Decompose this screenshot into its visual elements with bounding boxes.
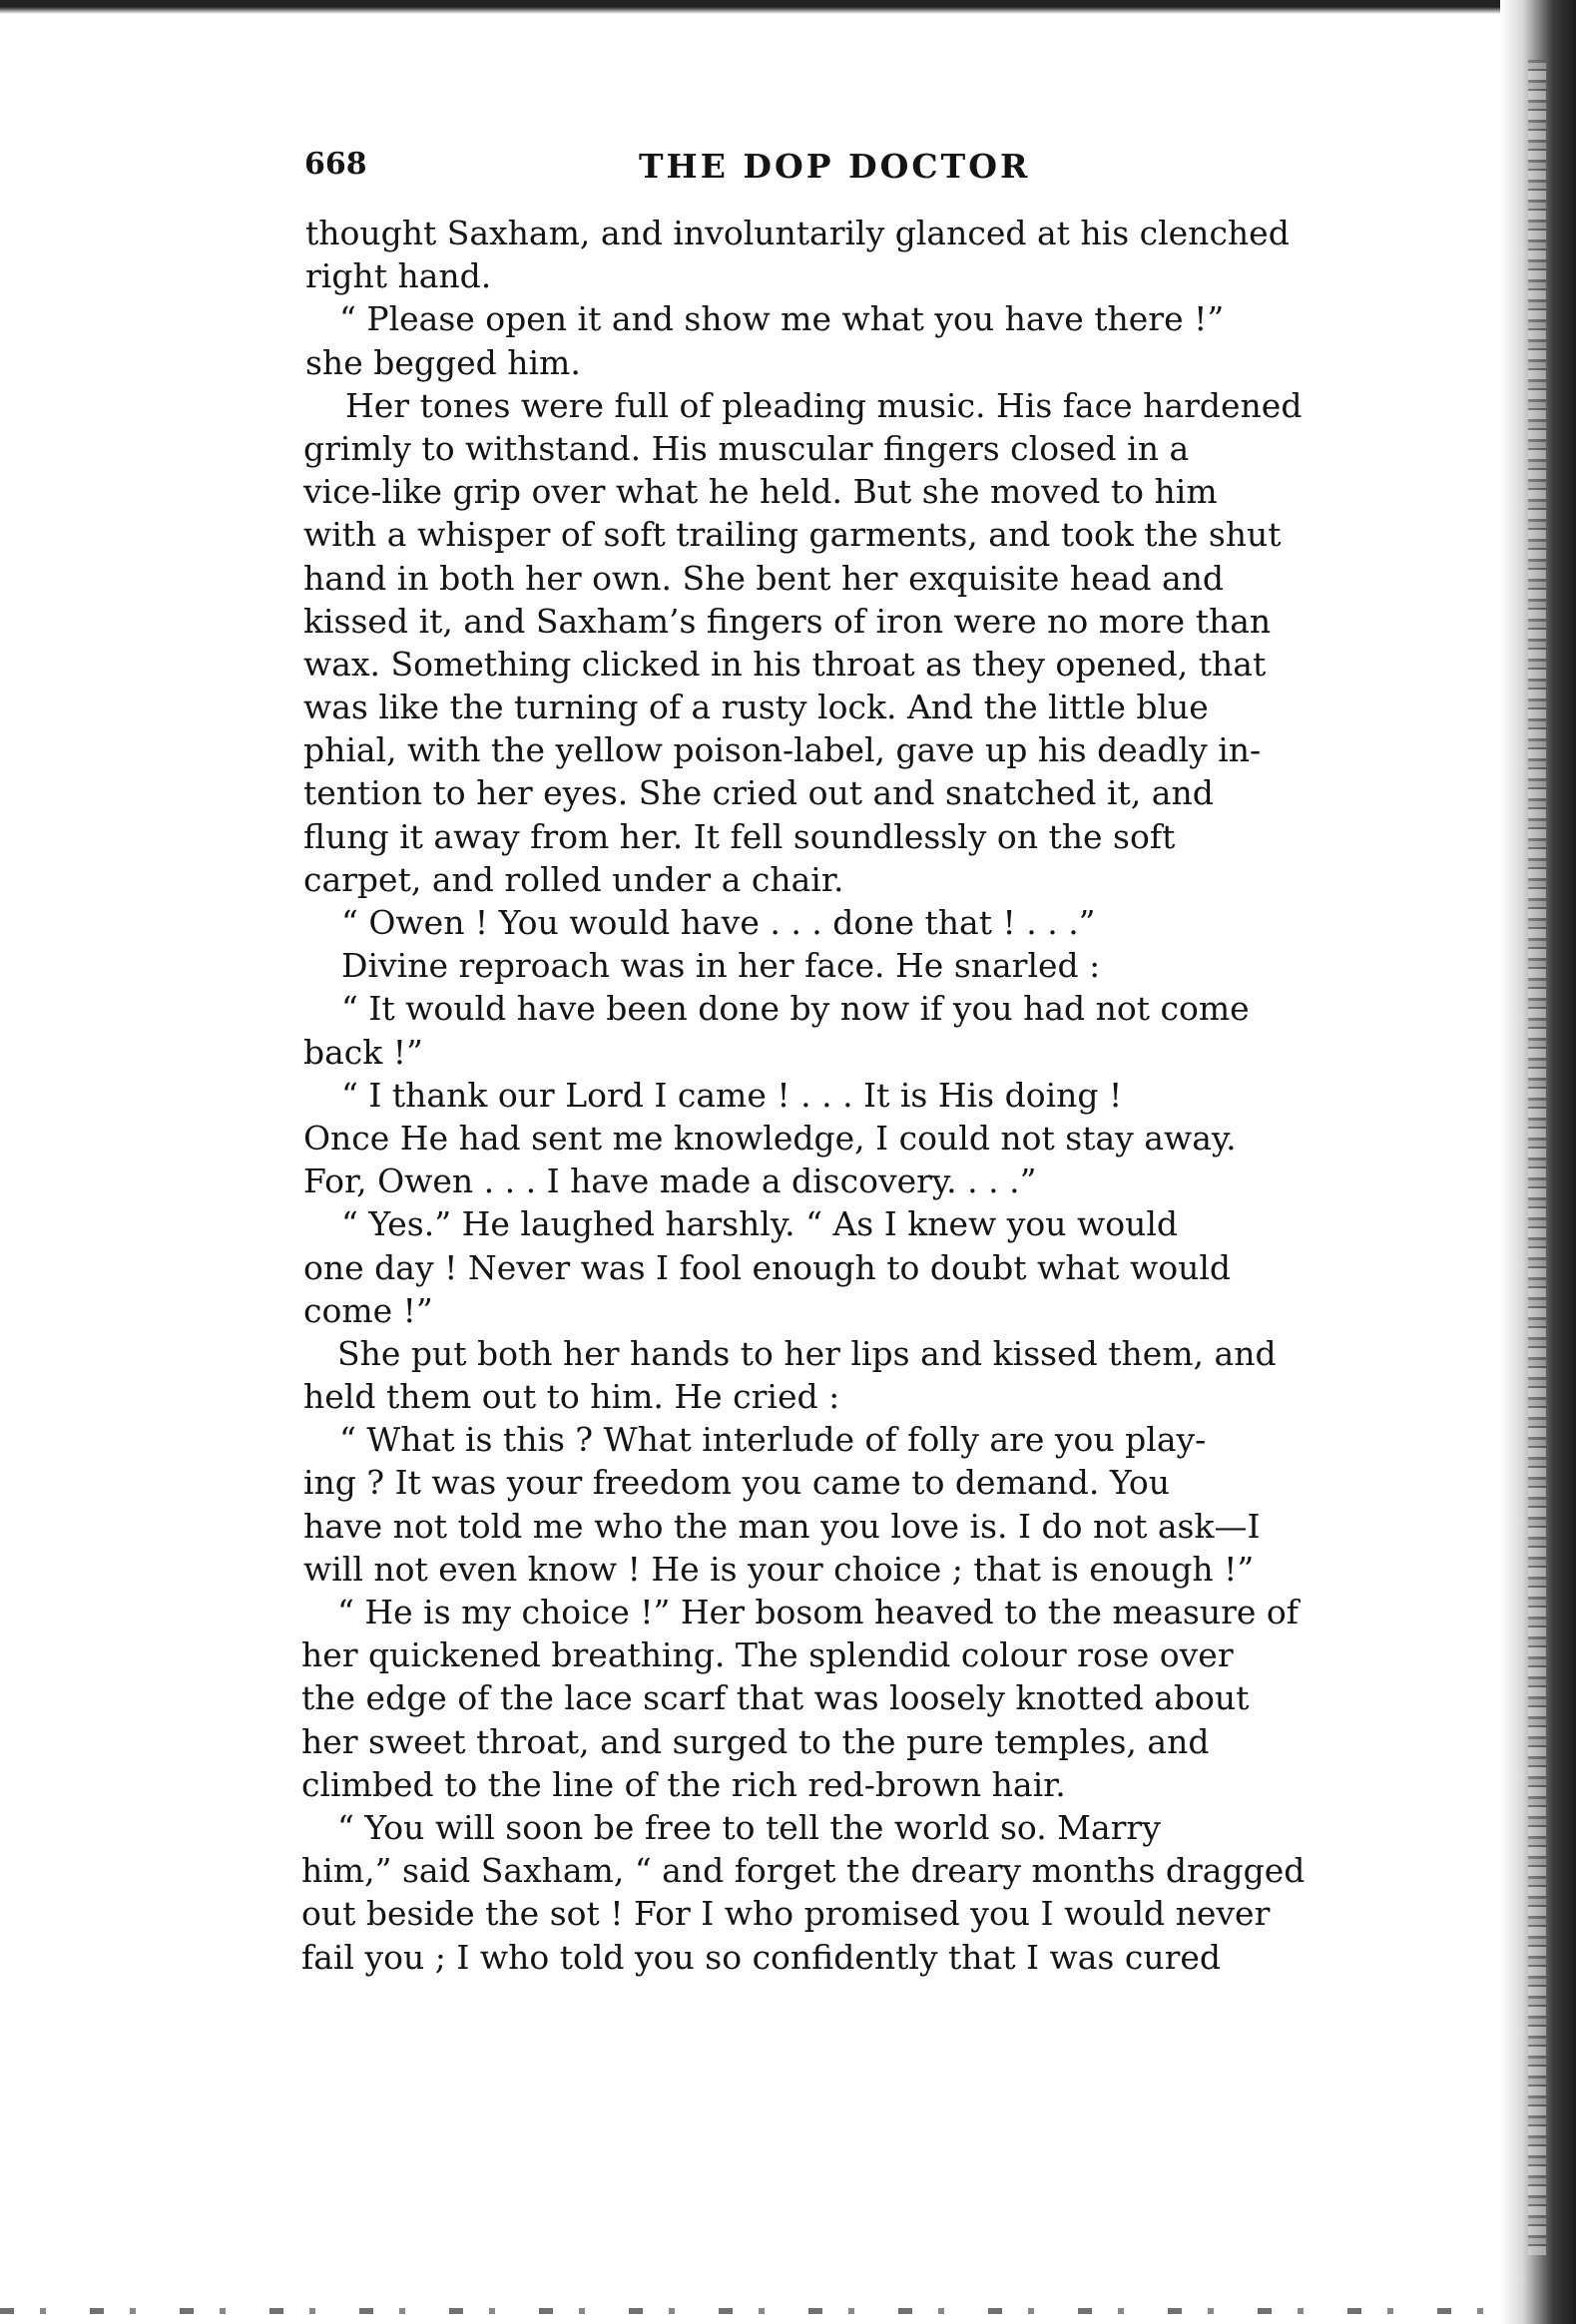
text-line: “ Please open it and show me what you have there !” <box>339 299 1225 339</box>
text-line: wax. Something clicked in his throat as they opened, that <box>303 644 1267 684</box>
page-edge-texture <box>1528 60 1546 2255</box>
running-head: THE DOP DOCTOR <box>639 147 1031 186</box>
text-line: out beside the sot ! For I who promised you I would never <box>301 1894 1271 1934</box>
text-line: “ He is my choice !” Her bosom heaved to the measure of <box>337 1593 1299 1631</box>
text-line: tention to her eyes. She cried out and snatched it, and <box>303 773 1214 813</box>
text-line: Once He had sent me knowledge, I could not stay away. <box>303 1118 1237 1158</box>
text-line: climbed to the line of the rich red-brown hair. <box>301 1764 1066 1804</box>
text-line: carpet, and rolled under a chair. <box>303 859 844 899</box>
text-line: was like the turning of a rusty lock. And the little blue <box>303 688 1209 727</box>
text-line: “ I thank our Lord I came ! . . . It is His doing ! <box>341 1075 1123 1115</box>
text-line: her sweet throat, and surged to the pure temples, and <box>301 1721 1210 1761</box>
text-line: back !” <box>303 1032 423 1072</box>
text-line: one day ! Never was I fool enough to doubt what would <box>303 1247 1232 1287</box>
text-line: vice-like grip over what he held. But she moved to him <box>303 472 1218 512</box>
text-line: have not told me who the man you love is. I do not ask—I <box>303 1506 1261 1546</box>
text-line: hand in both her own. She bent her exquisite head and <box>303 558 1225 598</box>
text-line: “ What is this ? What interlude of folly are you play- <box>339 1420 1207 1460</box>
text-line: “ Yes.” He laughed harshly. “ As I knew you would <box>341 1204 1179 1244</box>
text-line: “ It would have been done by now if you had not come <box>341 989 1250 1029</box>
text-line: held them out to him. He cried : <box>303 1377 840 1417</box>
text-line: she begged him. <box>305 342 581 382</box>
text-line: right hand. <box>305 256 492 296</box>
text-line: phial, with the yellow poison-label, gave up his deadly in- <box>303 730 1262 770</box>
text-line: Her tones were full of pleading music. His face hardened <box>345 385 1303 425</box>
bottom-edge-marks <box>0 2308 1497 2314</box>
text-line: For, Owen . . . I have made a discovery. . . .” <box>303 1162 1037 1201</box>
text-line: will not even know ! He is your choice ; that is enough !” <box>303 1549 1255 1589</box>
top-edge-rule <box>0 0 1576 14</box>
text-line: “ You will soon be free to tell the world so. Marry <box>337 1807 1161 1847</box>
text-line: come !” <box>303 1290 433 1330</box>
text-line: flung it away from her. It fell soundlessly on the soft <box>303 816 1176 856</box>
text-line: thought Saxham, and involuntarily glanced at his clenched <box>305 214 1290 252</box>
text-line: grimly to withstand. His muscular fingers closed in a <box>303 428 1190 468</box>
text-line: fail you ; I who told you so confidently that I was cured <box>301 1937 1222 1977</box>
text-line: him,” said Saxham, “ and forget the dreary months dragged <box>301 1851 1306 1891</box>
text-line: ing ? It was your freedom you came to demand. You <box>303 1463 1170 1503</box>
text-line: “ Owen ! You would have . . . done that ! . . .” <box>341 903 1096 942</box>
text-line: kissed it, and Saxham’s fingers of iron were no more than <box>303 601 1272 641</box>
text-line: She put both her hands to her lips and kissed them, and <box>337 1333 1277 1373</box>
body-text <box>301 212 1357 1979</box>
text-line: Divine reproach was in her face. He snarled : <box>341 946 1101 986</box>
text-line: with a whisper of soft trailing garments, and took the shut <box>303 515 1282 555</box>
page-header <box>304 147 1352 197</box>
page-number: 668 <box>304 147 367 182</box>
text-line: her quickened breathing. The splendid colour rose over <box>301 1635 1234 1675</box>
text-line: the edge of the lace scarf that was loosely knotted about <box>301 1678 1250 1718</box>
